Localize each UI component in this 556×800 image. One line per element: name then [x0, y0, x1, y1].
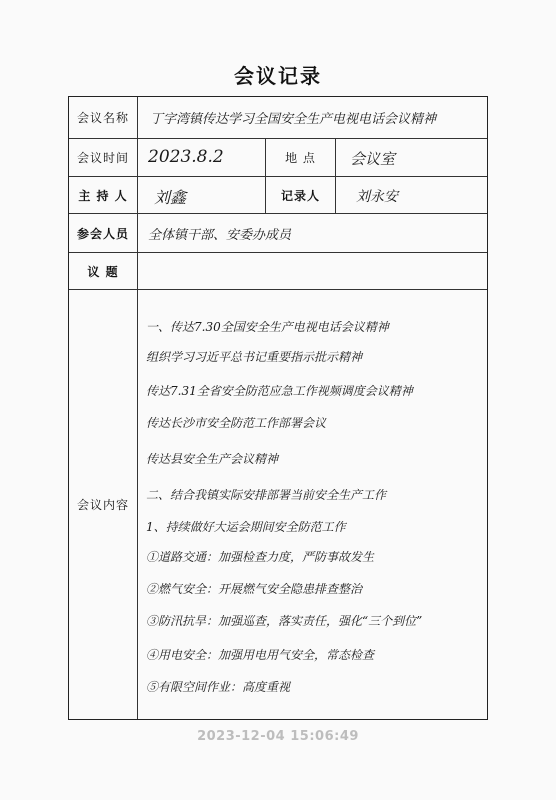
content-line: 传达长沙市安全防范工作部署会议 — [146, 416, 327, 430]
content-line: ②燃气安全：开展燃气安全隐患排查整治 — [146, 582, 363, 596]
value-recorder-cell — [336, 177, 488, 213]
content-line: 一、传达7.30全国安全生产电视电话会议精神 — [146, 320, 389, 334]
content-line: 1、持续做好大运会期间安全防范工作 — [146, 520, 346, 534]
value-meeting-time-cell — [138, 139, 266, 176]
label-content: 会议内容 — [69, 290, 138, 719]
row-content — [69, 290, 487, 719]
row-attendees — [69, 214, 487, 253]
content-line: 组织学习习近平总书记重要指示批示精神 — [146, 350, 363, 364]
value-attendees-cell — [138, 214, 488, 252]
label-location: 地 点 — [266, 139, 336, 176]
value-host: 刘鑫 — [154, 188, 187, 207]
label-host: 主 持 人 — [69, 177, 138, 213]
label-meeting-name: 会议名称 — [69, 97, 138, 138]
content-line: ④用电安全：加强用电用气安全，常态检查 — [146, 648, 375, 662]
label-meeting-time: 会议时间 — [69, 139, 138, 176]
value-meeting-name-cell — [138, 97, 488, 138]
label-agenda: 议 题 — [69, 253, 138, 289]
row-host-recorder — [69, 177, 487, 214]
timestamp: 2023-12-04 15:06:49 — [197, 729, 359, 744]
value-recorder: 刘永安 — [356, 189, 398, 205]
value-host-cell — [138, 177, 266, 213]
row-meeting-name — [69, 97, 487, 139]
value-meeting-name: 丁字湾镇传达学习全国安全生产电视电话会议精神 — [150, 112, 437, 127]
document-title: 会议记录 — [234, 64, 322, 88]
content-line: ⑤有限空间作业：高度重视 — [146, 680, 291, 694]
value-location: 会议室 — [350, 150, 396, 168]
value-attendees: 全体镇干部、安委办成员 — [148, 228, 292, 243]
meeting-record-table — [68, 96, 488, 720]
content-line: 二、结合我镇实际安排部署当前安全生产工作 — [146, 488, 387, 502]
content-lines — [138, 290, 488, 719]
content-line: 传达7.31全省安全防范应急工作视频调度会议精神 — [146, 384, 413, 398]
value-location-cell — [336, 139, 488, 176]
content-line: ①道路交通：加强检查力度，严防事故发生 — [146, 550, 375, 564]
content-line: ③防汛抗旱：加强巡查，落实责任，强化“三个到位” — [146, 614, 423, 628]
value-meeting-time: 2023.8.2 — [148, 147, 224, 167]
label-recorder: 记录人 — [266, 177, 336, 213]
row-agenda — [69, 253, 487, 290]
content-line: 传达县安全生产会议精神 — [146, 452, 279, 466]
row-time-location — [69, 139, 487, 177]
label-attendees: 参会人员 — [69, 214, 138, 252]
value-agenda-cell — [138, 253, 488, 289]
